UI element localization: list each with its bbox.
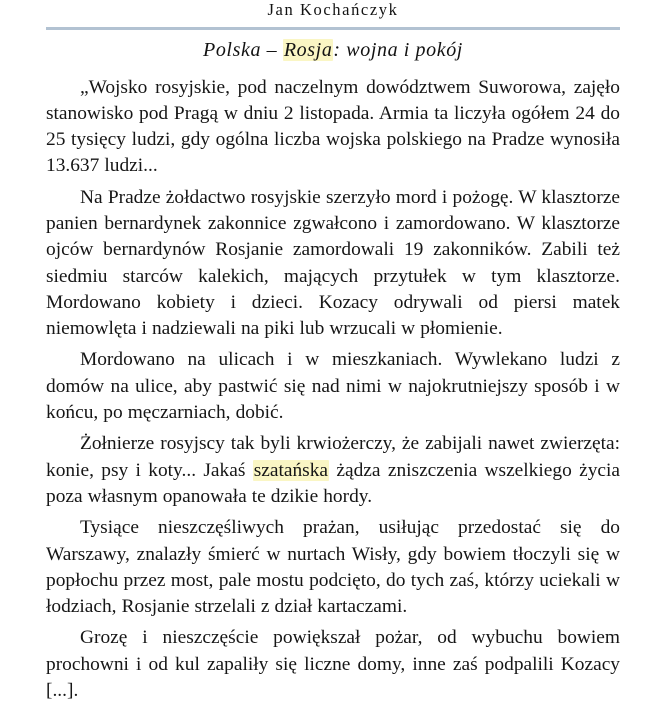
paragraph-2: Na Pradze żołdactwo rosyjskie szerzyło mord i pożogę. W klasztorze panien bernardynek zakonnice zgwałcono i zamordowano. W klasztorze ojców bernardynów Rosjanie zamordowali 19 zakonników. Zabili też siedmiu starców kalekich, mających przytułek w tym klasztorze. Mordowano kobiety i dzieci. Kozacy odrywali od piersi matek niemowlęta i nadziewali na piki lub wrzucali w płomienie.: [46, 186, 620, 340]
subtitle-text-after: : wojna i pokój: [333, 38, 463, 61]
paragraph-4-highlight-szatanska: szatańska: [253, 459, 329, 481]
header-divider-rule: [46, 27, 620, 30]
paragraph-4-text-before: Żołnierze rosyjscy tak byli krwiożerczy, że zabijali nawet zwierzęta: konie, psy i koty... Jakaś: [46, 433, 620, 481]
paragraph-4-text-after: żądza zniszczenia wszelkiego życia poza własnym opanowała te dzikie hordy.: [46, 459, 621, 507]
paragraph-1: „Wojsko rosyjskie, pod naczelnym dowództwem Suworowa, zajęło stanowisko pod Pragą w dniu 2 listopada. Armia ta liczyła ogółem 24 do 25 tysięcy ludzi, gdy ogólna liczba wojska polskiego na Pradze wynosiła 13.637 ludzi...: [46, 76, 620, 177]
body-text-column: [46, 61, 620, 705]
subtitle-text-before: Polska –: [203, 38, 283, 61]
subtitle-highlight-rosja: Rosja: [283, 38, 333, 61]
running-header-author: Jan Kochańczyk: [267, 0, 399, 19]
paragraph-3: Mordowano na ulicach i w mieszkaniach. Wywlekano ludzi z domów na ulice, aby pastwić się nad nimi w najokrutniejszy sposób i w końcu, po męczarniach, dobić.: [46, 349, 620, 424]
paragraph-4: [46, 431, 620, 510]
paragraph-5: Tysiące nieszczęśliwych prażan, usiłując przedostać się do Warszawy, znalazły śmierć w nurtach Wisły, gdy bowiem tłoczyli się w popłochu przez most, pale mostu podcięto, do tych zaś, którzy uciekali w łodziach, Rosjanie strzelali z dział kartaczami.: [46, 517, 620, 618]
paragraph-6: Grozę i nieszczęście powiększał pożar, od wybuchu bowiem prochowni i od kul zapaliły się liczne domy, inne zaś podpalili Kozacy [...].: [46, 627, 620, 702]
page-subtitle: [0, 39, 666, 61]
